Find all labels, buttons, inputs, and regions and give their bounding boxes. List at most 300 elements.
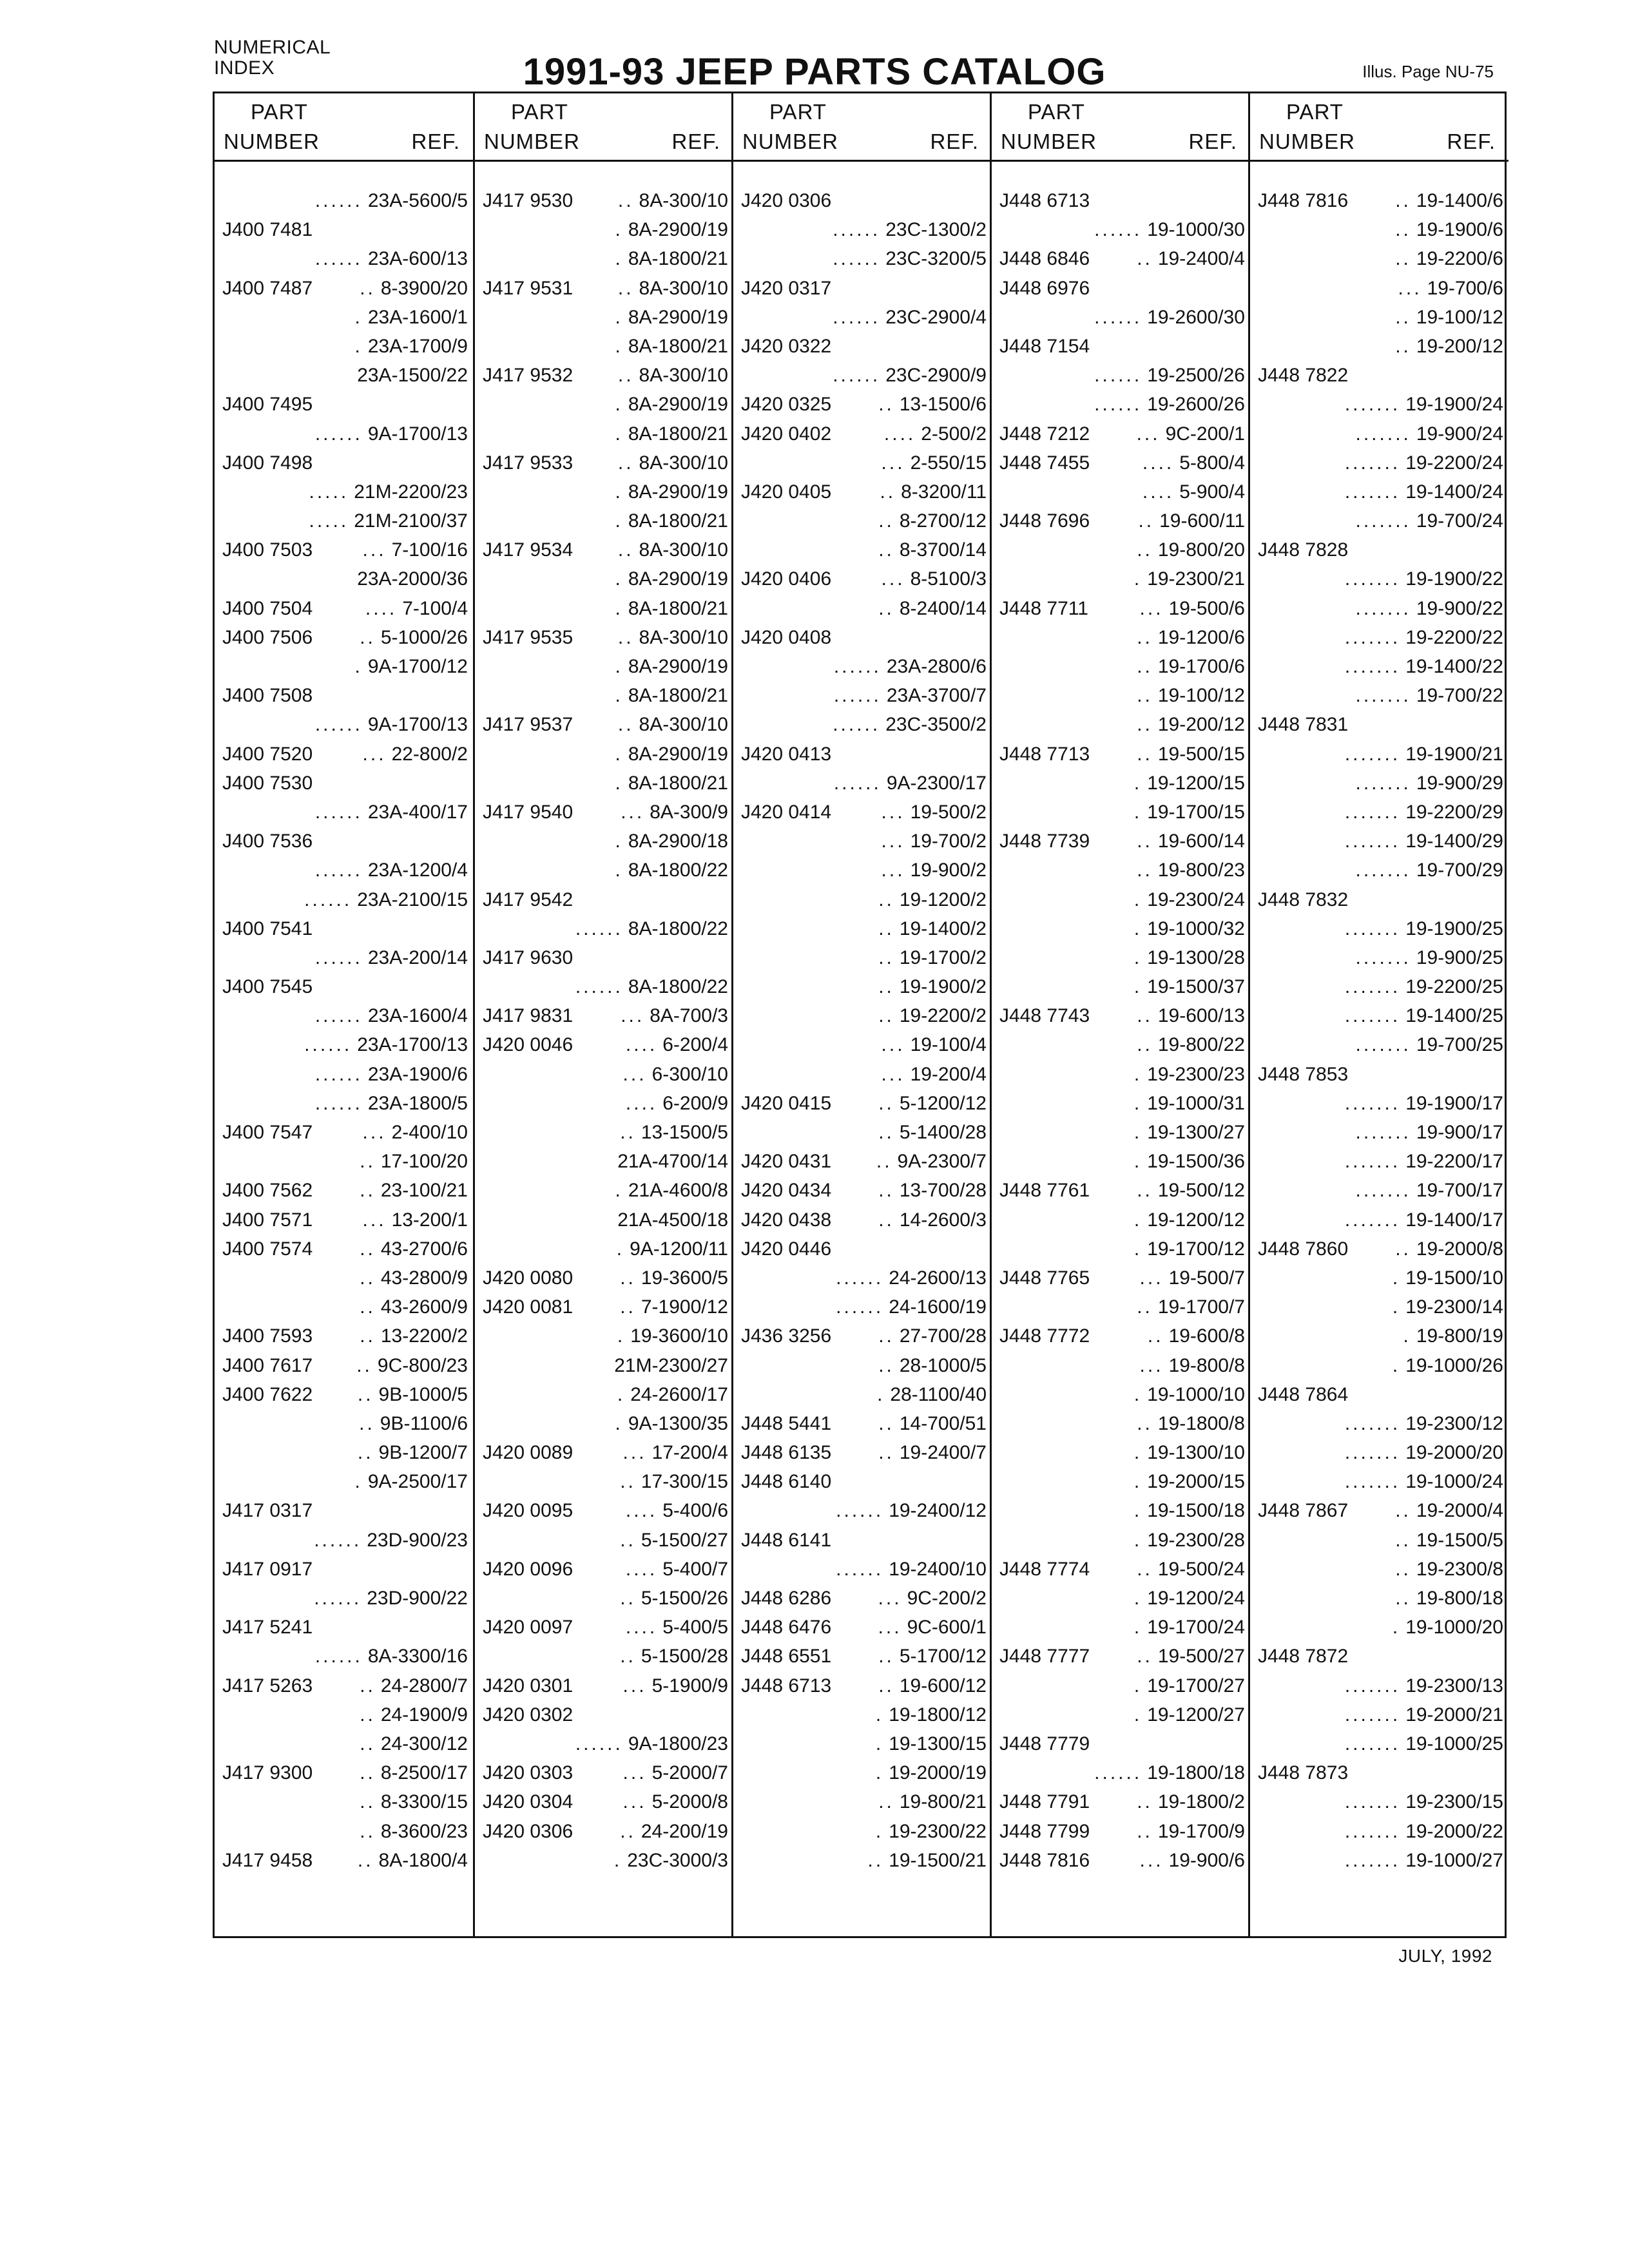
reference: 19-700/2 xyxy=(910,831,987,852)
leader-dots: .. xyxy=(1137,1558,1153,1580)
index-rows xyxy=(992,187,1250,1876)
part-number: J400 7506 xyxy=(222,626,313,648)
index-entry xyxy=(475,624,733,653)
leader-dots: ....... xyxy=(1344,976,1401,998)
publication-date: JULY, 1992 xyxy=(1398,1946,1492,1966)
part-number: J448 7743 xyxy=(999,1005,1090,1027)
leader-dots: . xyxy=(1133,568,1142,590)
leader-dots: .. xyxy=(360,1762,376,1784)
leader-dots: .. xyxy=(878,976,894,998)
leader-dots: . xyxy=(613,1849,622,1871)
index-entry xyxy=(992,1381,1250,1410)
index-entry xyxy=(475,362,733,391)
index-rows xyxy=(1250,187,1509,1876)
index-entry xyxy=(475,1760,733,1789)
leader-dots: ....... xyxy=(1344,1412,1401,1434)
index-entry xyxy=(215,421,473,450)
reference: 19-2300/21 xyxy=(1147,568,1245,590)
leader-dots: .. xyxy=(1395,1529,1411,1551)
leader-dots: . xyxy=(1133,1238,1142,1260)
reference: 19-600/12 xyxy=(899,1675,987,1696)
leader-dots: .. xyxy=(1137,626,1153,648)
index-rows xyxy=(733,187,992,1876)
reference: 19-1200/2 xyxy=(899,889,987,910)
part-number: J420 0304 xyxy=(483,1791,574,1813)
reference: 8-5100/3 xyxy=(910,568,987,590)
reference: 8-3200/11 xyxy=(901,481,987,503)
column-header-part: PART xyxy=(511,100,568,124)
leader-dots: .. xyxy=(1395,1238,1411,1260)
column-header xyxy=(992,93,1250,162)
leader-dots: ... xyxy=(881,831,905,852)
leader-dots: ....... xyxy=(1355,1122,1411,1143)
part-number: J420 0306 xyxy=(483,1820,574,1842)
part-number: J417 9535 xyxy=(483,626,574,648)
leader-dots: .. xyxy=(360,1238,376,1260)
leader-dots: .. xyxy=(357,1442,374,1464)
reference: 19-200/4 xyxy=(910,1063,987,1085)
reference: 19-2200/25 xyxy=(1405,976,1503,998)
index-entry xyxy=(992,1032,1250,1061)
part-number: J448 7711 xyxy=(999,597,1088,619)
part-number: J448 7777 xyxy=(999,1646,1090,1667)
part-number: J448 6713 xyxy=(999,190,1090,211)
illustration-page-label: Illus. Page NU-75 xyxy=(1362,62,1494,81)
reference: 23A-2000/36 xyxy=(357,568,468,590)
index-entry xyxy=(1250,1177,1509,1206)
leader-dots: ...... xyxy=(833,219,881,241)
leader-dots: .. xyxy=(878,1209,894,1231)
reference: 6-200/4 xyxy=(662,1034,728,1056)
index-entry xyxy=(992,187,1250,216)
leader-dots: .. xyxy=(1137,656,1153,677)
part-number: J448 6135 xyxy=(741,1442,832,1464)
index-entry xyxy=(733,1352,992,1381)
index-entry xyxy=(215,1731,473,1760)
reference: 19-1700/15 xyxy=(1147,801,1245,823)
part-number: J420 0096 xyxy=(483,1558,574,1580)
reference: 8-2500/17 xyxy=(380,1762,468,1784)
index-entry xyxy=(992,566,1250,595)
leader-dots: ...... xyxy=(833,656,882,677)
index-entry xyxy=(475,1673,733,1702)
leader-dots: . xyxy=(615,860,623,881)
index-entry xyxy=(215,1760,473,1789)
index-entry xyxy=(733,799,992,828)
leader-dots: ...... xyxy=(314,423,363,445)
leader-dots: ....... xyxy=(1344,1442,1401,1464)
leader-dots: . xyxy=(1133,1500,1142,1522)
leader-dots: . xyxy=(354,1471,363,1493)
reference: 19-1900/24 xyxy=(1405,394,1503,416)
part-number: J400 7622 xyxy=(222,1383,313,1405)
part-number: J400 7574 xyxy=(222,1238,313,1260)
index-entry xyxy=(992,1497,1250,1526)
part-number: J448 7832 xyxy=(1258,889,1349,910)
reference: 8A-1800/22 xyxy=(628,860,728,881)
leader-dots: .. xyxy=(360,1733,376,1754)
part-number: J448 7853 xyxy=(1258,1063,1349,1085)
index-entry xyxy=(733,333,992,362)
part-number: J448 5441 xyxy=(741,1412,832,1434)
index-entry xyxy=(215,770,473,799)
leader-dots: .. xyxy=(360,1820,376,1842)
index-entry xyxy=(215,275,473,304)
leader-dots: .. xyxy=(1395,1558,1411,1580)
leader-dots: .... xyxy=(625,1617,658,1639)
reference: 7-1900/12 xyxy=(641,1296,728,1318)
index-entry xyxy=(475,1818,733,1847)
index-entry xyxy=(992,1003,1250,1032)
reference: 19-1500/10 xyxy=(1405,1267,1503,1289)
reference: 9C-800/23 xyxy=(377,1354,468,1376)
leader-dots: ... xyxy=(1139,597,1164,619)
leader-dots: ... xyxy=(622,1791,647,1813)
index-entry xyxy=(215,682,473,711)
leader-dots: . xyxy=(615,743,623,765)
reference: 19-1300/10 xyxy=(1147,1442,1245,1464)
index-entry xyxy=(215,945,473,974)
leader-dots: ... xyxy=(621,801,645,823)
index-entry xyxy=(1250,1614,1509,1643)
leader-dots: ....... xyxy=(1344,1675,1401,1696)
index-entry xyxy=(215,1497,473,1526)
part-number: J420 0081 xyxy=(483,1296,574,1318)
leader-dots: . xyxy=(354,656,363,677)
index-entry xyxy=(733,1032,992,1061)
index-entry xyxy=(733,945,992,974)
reference: 5-900/4 xyxy=(1179,481,1245,503)
index-entry xyxy=(475,1032,733,1061)
leader-dots: .... xyxy=(625,1500,658,1522)
reference: 24-1900/9 xyxy=(380,1704,468,1725)
index-entry xyxy=(992,916,1250,945)
index-entry xyxy=(733,1760,992,1789)
part-number: J420 0306 xyxy=(741,190,832,211)
index-entry xyxy=(475,799,733,828)
leader-dots: .. xyxy=(1395,219,1411,241)
reference: 21M-2200/23 xyxy=(354,481,468,503)
index-entry xyxy=(1250,1032,1509,1061)
column-header-part: PART xyxy=(1028,100,1085,124)
reference: 19-1000/26 xyxy=(1405,1354,1503,1376)
part-number: J417 0317 xyxy=(222,1500,313,1522)
index-entry xyxy=(475,216,733,245)
reference: 23A-400/17 xyxy=(367,801,468,823)
reference: 19-1700/12 xyxy=(1147,1238,1245,1260)
index-entry xyxy=(215,1090,473,1119)
index-entry xyxy=(1250,537,1509,566)
reference: 7-100/4 xyxy=(402,597,468,619)
reference: 19-900/24 xyxy=(1416,423,1503,445)
reference: 8-3300/15 xyxy=(380,1791,468,1813)
index-entry xyxy=(1250,1294,1509,1323)
index-entry xyxy=(475,1265,733,1294)
index-entry xyxy=(992,770,1250,799)
part-number: J420 0301 xyxy=(483,1675,574,1696)
index-entry xyxy=(992,945,1250,974)
reference: 19-1000/10 xyxy=(1147,1383,1245,1405)
index-entry xyxy=(215,741,473,770)
leader-dots: ....... xyxy=(1355,860,1411,881)
reference: 19-2200/6 xyxy=(1416,248,1503,270)
index-entry xyxy=(475,1847,733,1876)
reference: 6-200/9 xyxy=(662,1092,728,1114)
part-number: J448 6476 xyxy=(741,1617,832,1639)
leader-dots: ...... xyxy=(836,1267,884,1289)
index-entry xyxy=(992,1207,1250,1236)
leader-dots: ... xyxy=(881,1034,905,1056)
leader-dots: ....... xyxy=(1355,597,1411,619)
leader-dots: ..... xyxy=(309,510,349,532)
part-number: J448 7816 xyxy=(999,1849,1090,1871)
index-entry xyxy=(1250,479,1509,508)
leader-dots: . xyxy=(1133,772,1142,794)
leader-dots: . xyxy=(615,248,623,270)
index-entry xyxy=(1250,916,1509,945)
reference: 19-800/18 xyxy=(1416,1588,1503,1609)
reference: 8A-1800/4 xyxy=(378,1849,468,1871)
leader-dots: .. xyxy=(1137,743,1153,765)
reference: 19-1500/37 xyxy=(1147,976,1245,998)
leader-dots: .. xyxy=(356,1354,372,1376)
leader-dots: . xyxy=(875,1733,884,1754)
reference: 19-700/29 xyxy=(1416,860,1503,881)
index-entry xyxy=(992,508,1250,537)
reference: 19-800/22 xyxy=(1157,1034,1245,1056)
reference: 13-1500/5 xyxy=(641,1122,728,1143)
leader-dots: . xyxy=(615,685,623,707)
index-entry xyxy=(992,974,1250,1003)
reference: 19-1400/25 xyxy=(1405,1005,1503,1027)
reference: 19-900/6 xyxy=(1168,1849,1245,1871)
reference: 9A-1800/23 xyxy=(628,1733,728,1754)
reference: 19-2500/26 xyxy=(1147,365,1245,387)
part-number: J448 7212 xyxy=(999,423,1090,445)
leader-dots: ...... xyxy=(314,947,363,968)
column-header xyxy=(215,93,473,162)
index-entry xyxy=(992,1294,1250,1323)
part-number: J417 5263 xyxy=(222,1675,313,1696)
reference: 9C-600/1 xyxy=(907,1617,987,1639)
leader-dots: .. xyxy=(620,1529,636,1551)
leader-dots: ...... xyxy=(833,685,882,707)
catalog-title: 1991-93 JEEP PARTS CATALOG xyxy=(523,51,1106,93)
index-entry xyxy=(215,187,473,216)
reference: 19-1800/18 xyxy=(1147,1762,1245,1784)
index-entry xyxy=(992,1468,1250,1497)
reference: 19-1300/15 xyxy=(889,1733,987,1754)
reference: 19-1500/5 xyxy=(1416,1529,1503,1551)
index-entry xyxy=(733,1585,992,1614)
column-header-ref: REF. xyxy=(1188,130,1237,153)
reference: 19-1500/21 xyxy=(889,1849,987,1871)
index-entry xyxy=(475,974,733,1003)
leader-dots: .... xyxy=(1142,481,1175,503)
index-entry xyxy=(992,421,1250,450)
leader-dots: ... xyxy=(881,568,905,590)
leader-dots: ... xyxy=(881,801,905,823)
index-entry xyxy=(215,304,473,333)
index-entry xyxy=(992,479,1250,508)
reference: 19-1300/27 xyxy=(1147,1122,1245,1143)
column-header-part: PART xyxy=(769,100,827,124)
index-entry xyxy=(475,887,733,916)
reference: 19-800/20 xyxy=(1157,539,1245,561)
leader-dots: . xyxy=(1133,1529,1142,1551)
index-entry xyxy=(215,1148,473,1177)
index-entry xyxy=(733,1439,992,1468)
index-entry xyxy=(475,770,733,799)
index-entry xyxy=(733,1381,992,1410)
leader-dots: .. xyxy=(1395,1500,1411,1522)
reference: 19-800/8 xyxy=(1168,1354,1245,1376)
reference: 23A-1700/9 xyxy=(367,335,468,357)
index-entry xyxy=(733,828,992,857)
leader-dots: ....... xyxy=(1355,1034,1411,1056)
index-entry xyxy=(992,1410,1250,1439)
reference: 19-1700/27 xyxy=(1147,1675,1245,1696)
reference: 23A-1500/22 xyxy=(357,365,468,387)
index-entry xyxy=(215,1381,473,1410)
leader-dots: .. xyxy=(360,1675,376,1696)
part-number: J420 0408 xyxy=(741,626,832,648)
reference: 19-3600/10 xyxy=(630,1325,728,1347)
reference: 19-2000/15 xyxy=(1147,1471,1245,1493)
part-number: J417 9542 xyxy=(483,889,574,910)
reference: 19-1200/24 xyxy=(1147,1588,1245,1609)
index-rows xyxy=(215,187,473,1876)
leader-dots: ....... xyxy=(1344,1005,1401,1027)
reference: 19-2000/4 xyxy=(1416,1500,1503,1522)
reference: 19-800/19 xyxy=(1416,1325,1503,1347)
reference: 19-1000/31 xyxy=(1147,1092,1245,1114)
leader-dots: . xyxy=(615,1412,623,1434)
part-number: J420 0405 xyxy=(741,481,832,503)
leader-dots: .. xyxy=(878,889,894,910)
reference: 9C-200/2 xyxy=(907,1588,987,1609)
leader-dots: . xyxy=(615,831,623,852)
index-entry xyxy=(215,1439,473,1468)
reference: 19-2600/26 xyxy=(1147,394,1245,416)
reference: 8A-300/10 xyxy=(639,452,728,474)
part-number: J420 0302 xyxy=(483,1704,574,1725)
part-number: J420 0080 xyxy=(483,1267,574,1289)
index-entry xyxy=(215,1061,473,1090)
reference: 14-2600/3 xyxy=(899,1209,987,1231)
part-number: J420 0446 xyxy=(741,1238,832,1260)
leader-dots: .. xyxy=(620,1122,636,1143)
reference: 8A-300/10 xyxy=(639,539,728,561)
leader-dots: . xyxy=(1392,1267,1401,1289)
index-entry xyxy=(475,1061,733,1090)
index-entry xyxy=(733,1614,992,1643)
reference: 8-3600/23 xyxy=(380,1820,468,1842)
reference: 19-2200/24 xyxy=(1405,452,1503,474)
reference: 19-1400/2 xyxy=(899,918,987,939)
reference: 19-2200/2 xyxy=(899,1005,987,1027)
index-entry xyxy=(215,1614,473,1643)
index-entry xyxy=(215,1265,473,1294)
reference: 13-1500/6 xyxy=(899,394,987,416)
part-number: J420 0415 xyxy=(741,1092,832,1114)
index-entry xyxy=(733,1410,992,1439)
leader-dots: . xyxy=(1133,918,1142,939)
reference: 8A-1800/21 xyxy=(628,597,728,619)
index-entry xyxy=(475,421,733,450)
index-entry xyxy=(1250,216,1509,245)
part-number: J448 7864 xyxy=(1258,1383,1349,1405)
leader-dots: ... xyxy=(622,1762,647,1784)
index-entry xyxy=(992,1760,1250,1789)
reference: 17-300/15 xyxy=(641,1471,728,1493)
index-entry xyxy=(215,1556,473,1585)
leader-dots: . xyxy=(615,597,623,619)
reference: 8A-700/3 xyxy=(650,1005,728,1027)
index-entry xyxy=(1250,595,1509,624)
reference: 19-2400/10 xyxy=(889,1558,987,1580)
index-entry xyxy=(1250,653,1509,682)
index-entry xyxy=(733,1673,992,1702)
leader-dots: . xyxy=(617,1325,626,1347)
index-entry xyxy=(215,1003,473,1032)
reference: 8A-300/10 xyxy=(639,365,728,387)
leader-dots: ... xyxy=(622,1442,647,1464)
leader-dots: ...... xyxy=(314,248,363,270)
reference: 19-1900/17 xyxy=(1405,1092,1503,1114)
index-entry xyxy=(475,1702,733,1731)
reference: 19-200/12 xyxy=(1157,714,1245,736)
leader-dots: ...... xyxy=(833,772,882,794)
index-entry xyxy=(215,391,473,420)
reference: 8A-1800/21 xyxy=(628,685,728,707)
index-entry xyxy=(733,1236,992,1265)
leader-dots: . xyxy=(1392,1354,1401,1376)
leader-dots: .. xyxy=(1395,335,1411,357)
leader-dots: .. xyxy=(878,1092,894,1114)
reference: 8A-300/10 xyxy=(639,190,728,211)
index-entry xyxy=(992,1702,1250,1731)
parts-index-table xyxy=(213,91,1507,1938)
reference: 19-500/2 xyxy=(910,801,987,823)
column-header-ref: REF. xyxy=(1447,130,1496,153)
reference: 19-1400/24 xyxy=(1405,481,1503,503)
reference: 13-700/28 xyxy=(899,1180,987,1202)
leader-dots: ....... xyxy=(1344,1209,1401,1231)
leader-dots: . xyxy=(615,481,623,503)
leader-dots: ...... xyxy=(314,1529,362,1551)
leader-dots: . xyxy=(1133,947,1142,968)
index-entry xyxy=(1250,682,1509,711)
reference: 5-1500/27 xyxy=(641,1529,728,1551)
part-number: J417 9630 xyxy=(483,947,574,968)
column-header xyxy=(1250,93,1509,162)
leader-dots: ...... xyxy=(1094,219,1142,241)
reference: 19-1000/27 xyxy=(1405,1849,1503,1871)
leader-dots: .. xyxy=(617,452,634,474)
leader-dots: . xyxy=(1133,1617,1142,1639)
reference: 5-2000/7 xyxy=(651,1762,728,1784)
leader-dots: .. xyxy=(1137,1180,1153,1202)
index-entry xyxy=(1250,770,1509,799)
reference: 23A-1600/4 xyxy=(367,1005,468,1027)
reference: 5-1400/28 xyxy=(899,1122,987,1143)
reference: 6-300/10 xyxy=(651,1063,728,1085)
leader-dots: .... xyxy=(625,1034,658,1056)
index-entry xyxy=(1250,1148,1509,1177)
reference: 23A-600/13 xyxy=(367,248,468,270)
leader-dots: .. xyxy=(620,1646,636,1667)
